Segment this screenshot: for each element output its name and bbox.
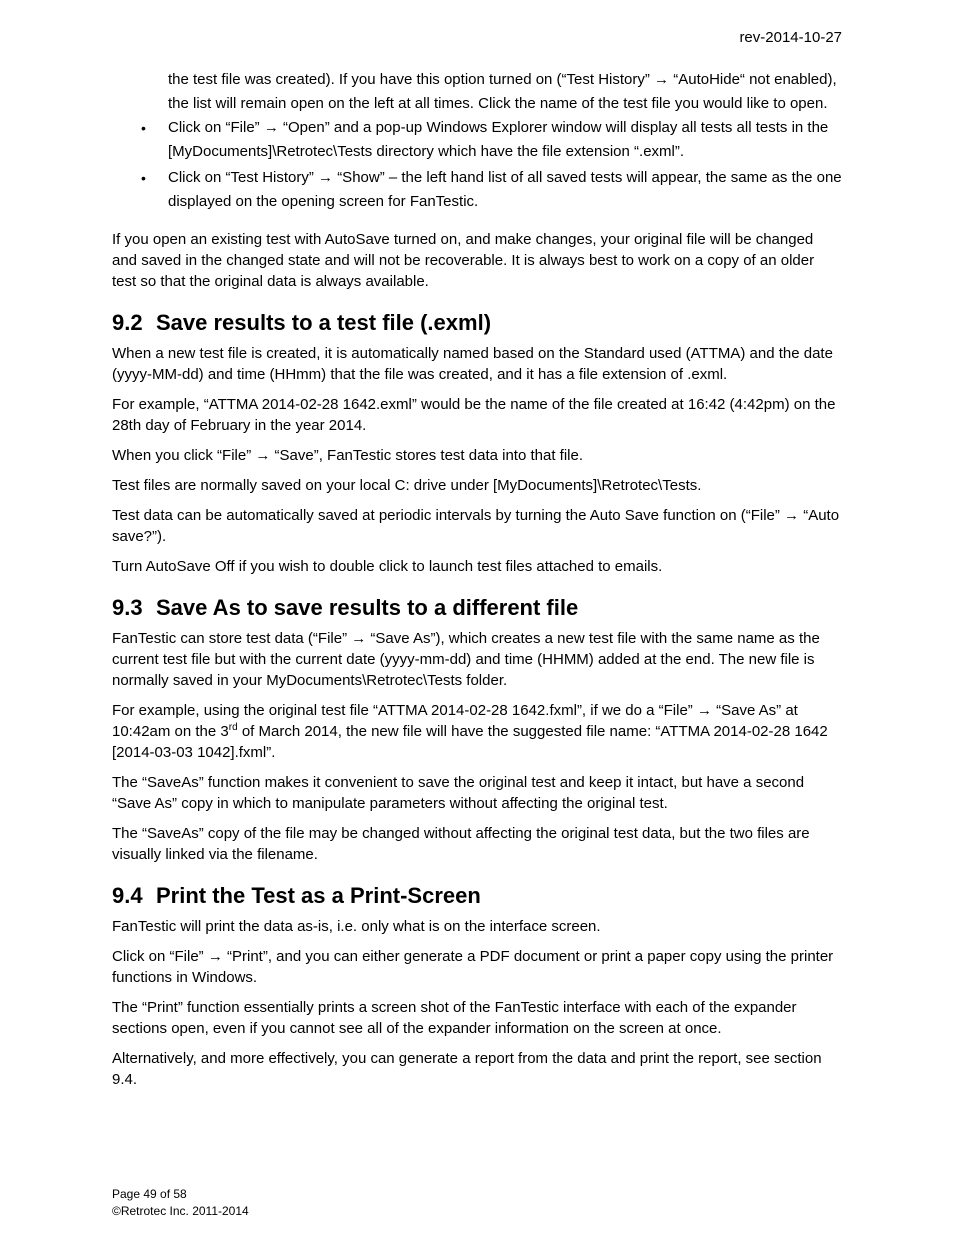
section-title: Save As to save results to a different file (156, 595, 579, 620)
list-item (112, 166, 842, 214)
section-number: 9.2 (112, 310, 143, 335)
section-number: 9.4 (112, 883, 143, 908)
list-item (112, 116, 842, 164)
paragraph: Turn AutoSave Off if you wish to double click to launch test files attached to emails. (112, 558, 663, 575)
paragraph: Click on “File” → “Print”, and you can either generate a PDF document or print a paper copy using the printer functions in Windows. (112, 948, 834, 986)
list-item-text: Click on “File” → “Open” and a pop-up Windows Explorer window will display all tests all tests in the [MyDocuments]\Retrotec\Tests directory which have the file extension “.exml”. (168, 119, 829, 160)
paragraph: For example, “ATTMA 2014-02-28 1642.exml” would be the name of the file created at 16:42 (4:42pm) on the 28th day of February in the year 2014. (112, 396, 836, 434)
paragraph: FanTestic will print the data as-is, i.e. only what is on the interface screen. (112, 918, 601, 935)
paragraph: Test data can be automatically saved at periodic intervals by turning the Auto Save function on (“File” → “Auto save?”). (112, 507, 840, 545)
bullet-list (112, 116, 842, 214)
paragraph: Alternatively, and more effectively, you can generate a report from the data and print the report, see section 9.4. (112, 1050, 822, 1088)
paragraph: The “Print” function essentially prints a screen shot of the FanTestic interface with each of the expander sections open, even if you cannot see all of the expander information on the screen at once. (112, 999, 797, 1037)
paragraph: When you click “File” → “Save”, FanTestic stores test data into that file. (112, 447, 584, 464)
text-run: of March 2014, the new file will have the suggested file name: “ATTMA 2014-02-28 1642 [2014-03-03 1042].fxml”. (112, 723, 828, 761)
text-run: For example, using the original test file “ATTMA 2014-02-28 1642.fxml”, if we do a “File” → “Save As” at 10:42am on the 3 (112, 702, 798, 740)
list-item-text: Click on “Test History” → “Show” – the left hand list of all saved tests will appear, the same as the one displayed on the opening screen for FanTestic. (168, 169, 842, 210)
ordinal-superscript: rd (228, 722, 238, 733)
document-body (112, 68, 842, 1099)
section-title: Save results to a test file (.exml) (156, 310, 492, 335)
bullet-icon: • (141, 120, 146, 136)
paragraph: The “SaveAs” copy of the file may be changed without affecting the original test data, but the two files are visually linked via the filename. (112, 825, 810, 863)
bullet-icon: • (141, 170, 146, 186)
paragraph: Test files are normally saved on your local C: drive under [MyDocuments]\Retrotec\Tests. (112, 477, 702, 494)
paragraph: FanTestic can store test data (“File” → “Save As”), which creates a new test file with the same name as the current test file but with the current date (yyyy-mm-dd) and time (HHMM) added at the end. The new file is normally saved in your MyDocuments\Retrotec\Tests folder. (112, 630, 820, 689)
section-number: 9.3 (112, 595, 143, 620)
page-number: Page 49 of 58 (112, 1187, 187, 1201)
copyright: ©Retrotec Inc. 2011-2014 (112, 1204, 249, 1218)
paragraph: The “SaveAs” function makes it convenient to save the original test and keep it intact, but have a second “Save As” copy in which to manipulate parameters without affecting the original test. (112, 774, 805, 812)
paragraph: When a new test file is created, it is automatically named based on the Standard used (ATTMA) and the date (yyyy-MM-dd) and time (HHmm) that the file was created, and it has a file extension of .exml. (112, 345, 833, 383)
page-footer (112, 1186, 249, 1220)
paragraph-with-superscript (112, 700, 842, 763)
section-title: Print the Test as a Print-Screen (156, 883, 481, 908)
section-heading-9-3 (112, 595, 842, 621)
list-continuation: the test file was created). If you have this option turned on (“Test History” → “AutoHide“ not enabled), the list will remain open on the left at all times. Click the name of the test file you would like to open. (168, 71, 837, 112)
section-heading-9-2 (112, 310, 842, 336)
revision-label: rev-2014-10-27 (739, 29, 842, 46)
section-heading-9-4 (112, 883, 842, 909)
autosave-note: If you open an existing test with AutoSave turned on, and make changes, your original file will be changed and saved in the changed state and will not be recoverable. It is always best to work on a copy of an older test so that the original data is always available. (112, 231, 815, 290)
